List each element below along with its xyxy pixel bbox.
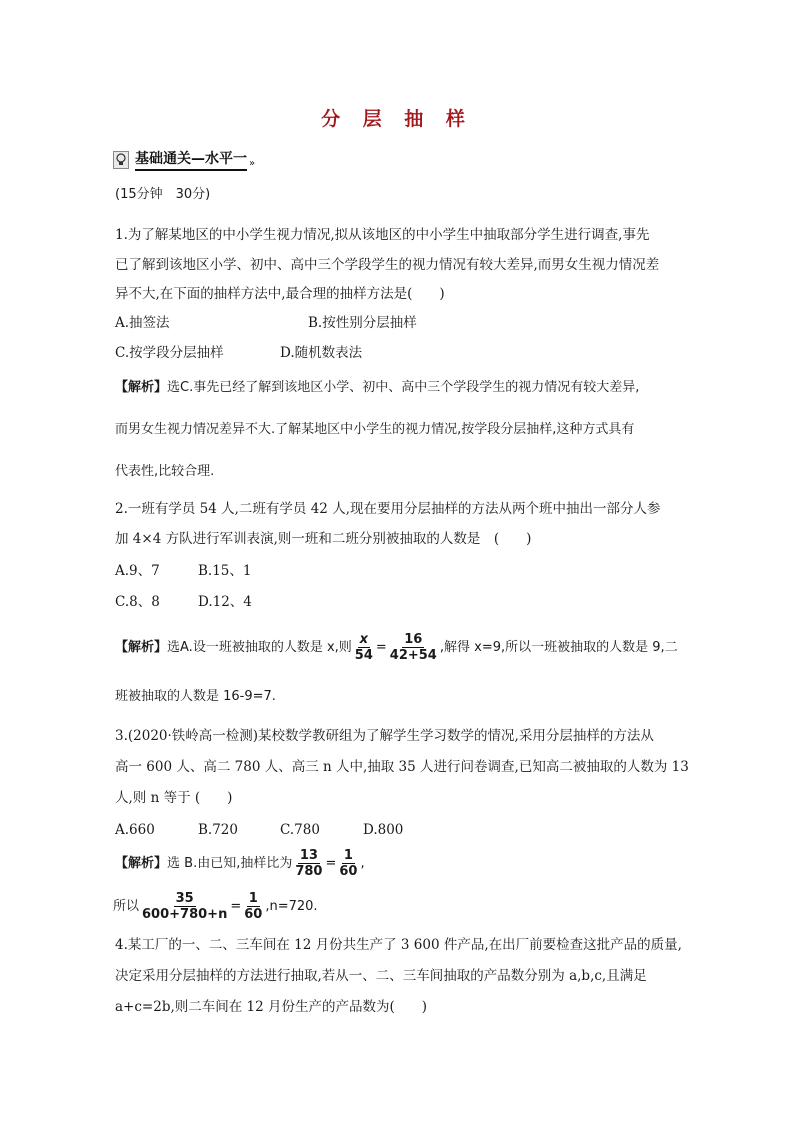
q3-option-b: B.720 <box>198 822 238 838</box>
q1-option-a: A.抽签法 <box>115 315 170 331</box>
q1-solution-text-1: 选C.事先已经了解到该地区小学、初中、高中三个学段学生的视力情况有较大差异, <box>167 380 640 395</box>
fraction-denominator: 54 <box>354 648 373 663</box>
fraction-numerator: 35 <box>175 891 194 906</box>
q1-option-c: C.按学段分层抽样 <box>115 345 224 361</box>
solution-tag: 【解析】 <box>115 640 168 655</box>
q3-solution2-post: ,n=720. <box>265 899 318 914</box>
q2-line-1: 2.一班有学员 54 人,二班有学员 42 人,现在要用分层抽样的方法从两个班中抽出一部分人参 <box>115 501 661 517</box>
solution-tag: 【解析】 <box>115 380 168 395</box>
fraction-denominator: 780 <box>295 864 323 879</box>
fraction-13-over-780 <box>293 848 324 879</box>
page-title: 分 层 抽 样 <box>321 108 473 130</box>
q2-option-d: D.12、4 <box>198 594 252 610</box>
solution-tag: 【解析】 <box>115 856 168 871</box>
q3-line-1: 3.(2020·铁岭高一检测)某校数学教研组为了解学生学习数学的情况,采用分层抽样的方法从 <box>115 728 654 744</box>
fraction-numerator: 1 <box>248 891 258 906</box>
q2-line-2: 加 4×4 方队进行军训表演,则一班和二班分别被抽取的人数是 ( ) <box>115 531 532 547</box>
q3-option-a: A.660 <box>115 822 155 838</box>
q2-solution-post: ,解得 x=9,所以一班被抽取的人数是 9,二 <box>439 640 678 655</box>
q4-line-2: 决定采用分层抽样的方法进行抽取,若从一、二、三车间抽取的产品数分别为 a,b,c,且满足 <box>115 968 647 984</box>
time-note: (15分钟 30分) <box>115 187 211 202</box>
q2-option-b: B.15、1 <box>198 563 252 579</box>
q3-solution2-pre: 所以 <box>113 899 140 914</box>
q2-solution-pre: 选A.设一班被抽取的人数是 x,则 <box>167 640 352 655</box>
q1-solution-line-2: 而男女生视力情况差异不大.了解某地区中小学生的视力情况,按学段分层抽样,这种方式具有 <box>115 422 635 437</box>
section-label: 基础通关—水平一 <box>135 150 247 171</box>
equals-sign: = <box>230 899 242 914</box>
fraction-numerator: 1 <box>343 848 353 863</box>
q2-solution-line-1 <box>115 630 678 666</box>
q3-solution-post: , <box>360 856 365 871</box>
fraction-x-over-54 <box>353 632 375 663</box>
q3-solution-pre: 选 B.由已知,抽样比为 <box>167 856 293 871</box>
fraction-denominator: 42+54 <box>389 648 437 663</box>
fraction-numerator: 13 <box>299 848 318 863</box>
equals-sign: = <box>325 856 337 871</box>
equals-sign: = <box>375 640 387 655</box>
q1-line-3: 异不大,在下面的抽样方法中,最合理的抽样方法是( ) <box>115 286 445 302</box>
section-banner <box>113 148 255 172</box>
fraction-denominator: 600+780+n <box>142 907 228 922</box>
fraction-denominator: 60 <box>244 907 263 922</box>
q4-line-3: a+c=2b,则二车间在 12 月份生产的产品数为( ) <box>115 999 428 1015</box>
q1-solution-line-3: 代表性,比较合理. <box>115 464 215 479</box>
fraction-numerator: x <box>359 632 369 647</box>
fraction-1-over-60 <box>337 848 359 879</box>
q2-option-c: C.8、8 <box>115 594 160 610</box>
q3-line-3: 人,则 n 等于 ( ) <box>115 790 233 806</box>
q3-solution-line-1 <box>115 846 365 882</box>
q1-line-1: 1.为了解某地区的中小学生视力情况,拟从该地区的中小学生中抽取部分学生进行调查,事先 <box>115 227 650 243</box>
q1-line-2: 已了解到该地区小学、初中、高中三个学段学生的视力情况有较大差异,而男女生视力情况差 <box>115 257 660 273</box>
q3-solution-line-2 <box>113 889 318 925</box>
q2-solution-line-2: 班被抽取的人数是 16-9=7. <box>115 689 276 704</box>
q3-option-d: D.800 <box>363 822 404 838</box>
fraction-denominator: 60 <box>339 864 358 879</box>
q2-option-a: A.9、7 <box>115 563 160 579</box>
fraction-1-over-60 <box>242 891 264 922</box>
q1-option-b: B.按性别分层抽样 <box>308 315 417 331</box>
chevron-icon: » <box>249 157 256 169</box>
fraction-35-over-sum <box>140 891 229 922</box>
q1-solution-line-1 <box>115 378 639 398</box>
lightbulb-icon <box>113 151 129 169</box>
q1-option-d: D.随机数表法 <box>280 345 363 361</box>
q4-line-1: 4.某工厂的一、二、三车间在 12 月份共生产了 3 600 件产品,在出厂前要检查这批产品的质量, <box>115 937 682 953</box>
fraction-16-over-96 <box>388 632 439 663</box>
q3-option-c: C.780 <box>280 822 320 838</box>
fraction-numerator: 16 <box>404 632 423 647</box>
q3-line-2: 高一 600 人、高二 780 人、高三 n 人中,抽取 35 人进行问卷调查,已知高二被抽取的人数为 13 <box>115 759 689 775</box>
